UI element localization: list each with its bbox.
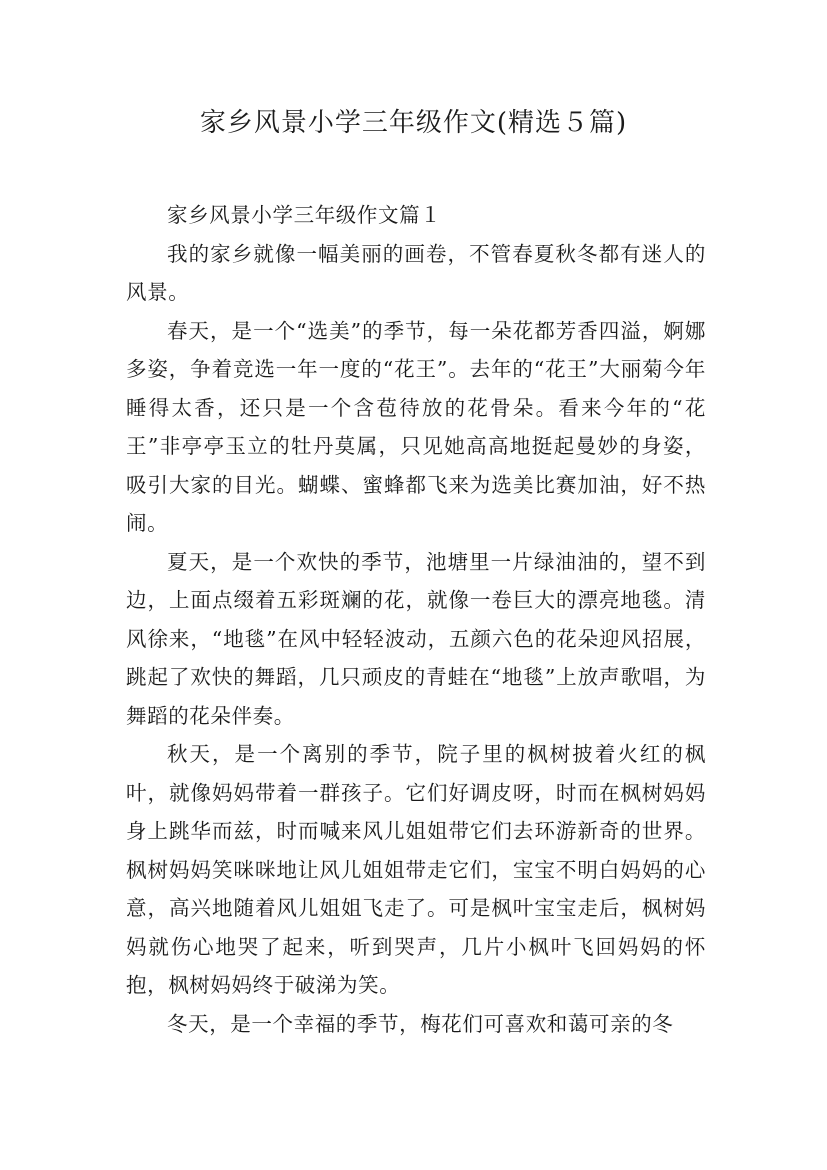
paragraph-spring: 春天，是一个“选美”的季节，每一朵花都芳香四溢，婀娜多姿，争着竞选一年一度的“花王”。去年的“花王”大丽菊今年睡得太香，还只是一个含苞待放的花骨朵。看来今年的“花王”非亭亭玉立的牡丹莫属，只见她高高地挺起曼妙的身姿，吸引大家的目光。蝴蝶、蜜蜂都飞来为选美比赛加油，好不热闹。	[126, 318, 706, 535]
section-heading: 家乡风景小学三年级作文篇１	[167, 203, 442, 227]
paragraph-winter: 冬天，是一个幸福的季节，梅花们可喜欢和蔼可亲的冬	[167, 1011, 674, 1036]
paragraph-autumn: 秋天，是一个离别的季节，院子里的枫树披着火红的枫叶，就像妈妈带着一群孩子。它们好调皮呀，时而在枫树妈妈身上跳华而兹，时而喊来风儿姐姐带它们去环游新奇的世界。枫树妈妈笑咪咪地让风儿姐姐带走它们，宝宝不明白妈妈的心意，高兴地随着风儿姐姐飞走了。可是枫叶宝宝走后，枫树妈妈就伤心地哭了起来，听到哭声，几片小枫叶飞回妈妈的怀抱，枫树妈妈终于破涕为笑。	[126, 742, 706, 997]
paragraph-summer: 夏天，是一个欢快的季节，池塘里一片绿油油的，望不到边，上面点缀着五彩斑斓的花，就像一卷巨大的漂亮地毯。清风徐来，“地毯”在风中轻轻波动，五颜六色的花朵迎风招展，跳起了欢快的舞蹈，几只顽皮的青蛙在“地毯”上放声歌唱，为舞蹈的花朵伴奏。	[126, 549, 706, 728]
document-body	[126, 196, 706, 1043]
document-title: 家乡风景小学三年级作文(精选５篇)	[199, 108, 628, 138]
paragraph-intro: 我的家乡就像一幅美丽的画卷，不管春夏秋冬都有迷人的风景。	[126, 241, 706, 304]
